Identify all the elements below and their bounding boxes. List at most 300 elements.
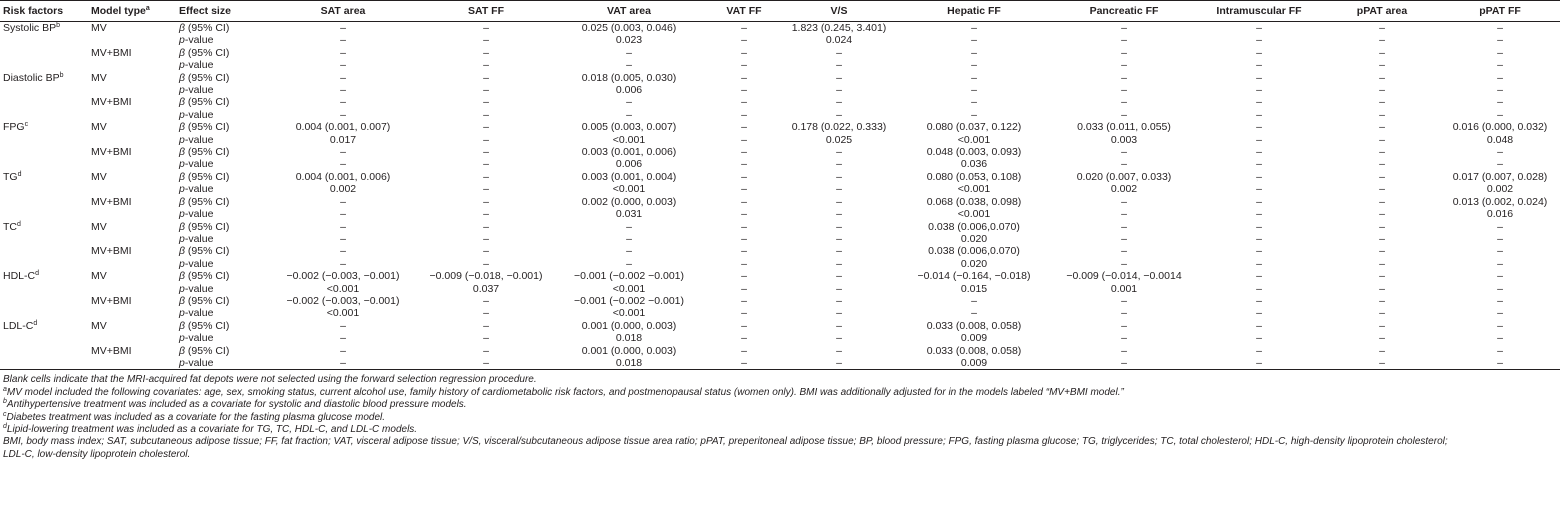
p-value-label: -value <box>184 34 214 47</box>
footnote-text: Lipid-lowering treatment was included as a covariate for TG, TC, HDL-C, and LDL-C models. <box>6 424 418 435</box>
value-cell: – <box>1121 84 1127 97</box>
value-cell: – <box>340 232 346 245</box>
value-cell: – <box>1379 208 1385 221</box>
value-cell: – <box>836 245 842 258</box>
value-cell: – <box>340 158 346 171</box>
value-cell: – <box>836 59 842 72</box>
value-cell: – <box>1379 220 1385 233</box>
value-cell: – <box>483 71 489 84</box>
risk-factor-cell <box>0 283 88 295</box>
value-cell: 0.020 <box>960 257 988 270</box>
risk-factor-cell <box>0 183 88 195</box>
value-cell: – <box>1497 220 1503 233</box>
value-cell: – <box>836 146 842 159</box>
model-type-label: MV <box>91 170 107 183</box>
p-value-label: -value <box>184 332 214 345</box>
risk-factor-cell <box>0 295 88 307</box>
table-row-pvalue <box>0 258 1560 270</box>
value-cell: – <box>1379 307 1385 320</box>
value-cell: 0.036 <box>960 158 988 171</box>
value-cell: 0.178 (0.022, 0.333) <box>791 121 887 134</box>
value-cell: – <box>1256 170 1262 183</box>
value-cell: 1.823 (0.245, 3.401) <box>791 22 887 34</box>
value-cell: 0.020 <box>960 232 988 245</box>
value-cell: – <box>836 294 842 307</box>
value-cell: −0.002 (−0.003, −0.001) <box>286 294 400 307</box>
p-italic: p <box>179 282 185 295</box>
beta-ci-label: (95% CI) <box>185 170 230 183</box>
risk-factor-cell <box>0 357 88 370</box>
effect-size-cell <box>176 134 268 146</box>
value-cell: – <box>340 34 346 47</box>
value-cell: 0.006 <box>615 158 643 171</box>
value-cell: 0.018 (0.005, 0.030) <box>581 71 677 84</box>
risk-factor-cell <box>0 158 88 170</box>
value-cell: – <box>1121 208 1127 221</box>
footnote-text: Antihypertensive treatment was included as a covariate for systolic and diastolic blood pressure models. <box>6 399 467 411</box>
beta-ci-label: (95% CI) <box>185 220 230 233</box>
beta-symbol: β <box>179 319 185 332</box>
value-cell: – <box>483 170 489 183</box>
value-cell: – <box>741 158 747 171</box>
value-cell: – <box>971 84 977 97</box>
model-type-label: MV+BMI <box>91 146 132 159</box>
p-value-label: -value <box>184 307 214 320</box>
value-cell: 0.033 (0.008, 0.058) <box>926 344 1022 357</box>
value-cell: – <box>836 319 842 332</box>
value-cell: – <box>1121 46 1127 59</box>
footnote-text: BMI, body mass index; SAT, subcutaneous adipose tissue; FF, fat fraction; VAT, visceral adipose tissue; V/S, visceral/subcutaneous adipose tissue area ratio; pPAT, preperitoneal adipose tissue; BP, blood pressure; FPG, fasting plasma glucose; TG, triglycerides; TC, total cholesterol; HDL-C, high-density lipoprotein cholesterol; LDL-C, low-density lipoprotein cholesterol. <box>3 436 1448 460</box>
effect-size-cell <box>176 109 268 121</box>
model-type-cell <box>88 345 176 357</box>
beta-symbol: β <box>179 220 185 233</box>
risk-factor-cell <box>0 258 88 270</box>
value-cell: – <box>483 183 489 196</box>
effect-size-cell <box>176 72 268 84</box>
model-type-cell <box>88 307 176 319</box>
model-type-cell <box>88 59 176 71</box>
beta-symbol: β <box>179 195 185 208</box>
value-cell: – <box>483 208 489 221</box>
beta-symbol: β <box>179 46 185 59</box>
p-italic: p <box>179 108 185 121</box>
value-cell: 0.038 (0.006,0.070) <box>928 245 1020 258</box>
p-italic: p <box>179 332 185 345</box>
value-cell: – <box>1497 71 1503 84</box>
effect-size-cell <box>176 270 268 282</box>
risk-factor-cell <box>0 332 88 344</box>
value-cell: – <box>340 46 346 59</box>
beta-ci-label: (95% CI) <box>185 245 230 258</box>
table-row-beta <box>0 221 1560 233</box>
p-italic: p <box>179 34 185 47</box>
value-cell: – <box>268 357 418 370</box>
value-cell: – <box>741 220 747 233</box>
value-cell: – <box>1121 195 1127 208</box>
value-cell: – <box>483 108 489 121</box>
effect-size-cell <box>176 96 268 108</box>
value-cell: – <box>340 245 346 258</box>
risk-factor-cell <box>0 208 88 220</box>
model-type-label: MV+BMI <box>91 46 132 59</box>
value-cell: – <box>741 195 747 208</box>
model-type-label: MV+BMI <box>91 344 132 357</box>
model-type-cell <box>88 283 176 295</box>
value-cell: 0.006 <box>615 84 643 97</box>
value-cell: – <box>971 96 977 109</box>
effect-size-cell <box>176 146 268 158</box>
value-cell: – <box>483 332 489 345</box>
value-cell: – <box>1497 245 1503 258</box>
table-row-pvalue <box>0 183 1560 195</box>
value-cell: – <box>340 332 346 345</box>
value-cell: – <box>1256 232 1262 245</box>
value-cell: – <box>836 257 842 270</box>
value-cell: – <box>483 121 489 134</box>
risk-factor-cell <box>0 34 88 46</box>
effect-size-cell <box>176 283 268 295</box>
value-cell: – <box>741 307 747 320</box>
risk-factor-footnote-mark: d <box>17 220 21 228</box>
value-cell: – <box>741 344 747 357</box>
value-cell: – <box>483 257 489 270</box>
value-cell: 0.003 (0.001, 0.004) <box>581 170 677 183</box>
footnote-line <box>3 387 1457 399</box>
value-cell: – <box>1497 332 1503 345</box>
risk-factor-cell <box>0 245 88 257</box>
beta-ci-label: (95% CI) <box>185 46 230 59</box>
p-italic: p <box>179 158 185 171</box>
value-cell: – <box>1379 158 1385 171</box>
p-italic: p <box>179 307 185 320</box>
value-cell: – <box>1379 195 1385 208</box>
value-cell: – <box>626 257 632 270</box>
risk-factor-cell <box>0 84 88 96</box>
value-cell: – <box>836 71 842 84</box>
risk-factor-cell <box>0 233 88 245</box>
effect-size-cell <box>176 183 268 195</box>
footnote-line <box>3 374 1457 386</box>
value-cell: – <box>483 34 489 47</box>
value-cell: – <box>1379 46 1385 59</box>
table-row-beta <box>0 345 1560 357</box>
risk-factor-cell <box>0 171 88 183</box>
value-cell: – <box>483 294 489 307</box>
footnote-mark: a <box>3 385 7 393</box>
value-cell: 0.080 (0.037, 0.122) <box>926 121 1022 134</box>
value-cell: 0.003 <box>1110 133 1138 146</box>
effect-size-cell <box>176 345 268 357</box>
p-italic: p <box>179 208 185 221</box>
value-cell: – <box>1256 59 1262 72</box>
table-row-pvalue <box>0 84 1560 96</box>
value-cell: 0.004 (0.001, 0.006) <box>295 170 391 183</box>
value-cell: – <box>741 22 747 34</box>
model-type-cell <box>88 134 176 146</box>
value-cell: – <box>836 46 842 59</box>
value-cell: – <box>1256 108 1262 121</box>
value-cell: – <box>1121 146 1127 159</box>
value-cell: – <box>1497 59 1503 72</box>
value-cell: – <box>1379 34 1385 47</box>
beta-ci-label: (95% CI) <box>185 146 230 159</box>
value-cell: <0.001 <box>957 183 991 196</box>
value-cell: – <box>1379 257 1385 270</box>
value-cell: – <box>483 307 489 320</box>
value-cell: – <box>340 59 346 72</box>
value-cell: – <box>1121 332 1127 345</box>
value-cell: 0.025 <box>825 133 853 146</box>
value-cell: – <box>1497 257 1503 270</box>
value-cell: – <box>340 319 346 332</box>
model-type-label: MV <box>91 220 107 233</box>
model-type-cell <box>88 320 176 332</box>
value-cell: – <box>483 146 489 159</box>
table-row-beta <box>0 270 1560 282</box>
value-cell: – <box>483 84 489 97</box>
value-cell: – <box>1256 344 1262 357</box>
table-row-pvalue <box>0 233 1560 245</box>
effect-size-cell <box>176 357 268 370</box>
effect-size-cell <box>176 121 268 133</box>
value-cell: – <box>1121 307 1127 320</box>
value-cell: – <box>836 220 842 233</box>
value-cell: – <box>626 108 632 121</box>
footnote-mark: d <box>3 423 7 430</box>
effect-size-cell <box>176 221 268 233</box>
value-cell: −0.014 (−0.164, −0.018) <box>917 270 1031 283</box>
value-cell: – <box>1497 344 1503 357</box>
value-cell: 0.025 (0.003, 0.046) <box>581 22 677 34</box>
table-row-beta <box>0 96 1560 108</box>
value-cell: – <box>1379 59 1385 72</box>
value-cell: – <box>1497 319 1503 332</box>
table-row-beta <box>0 121 1560 133</box>
table-row-beta <box>0 72 1560 84</box>
value-cell: – <box>741 294 747 307</box>
value-cell: – <box>483 245 489 258</box>
beta-ci-label: (95% CI) <box>185 121 230 134</box>
value-cell: – <box>1194 357 1324 370</box>
risk-factor-cell <box>0 96 88 108</box>
value-cell: 0.002 <box>1486 183 1514 196</box>
value-cell: – <box>971 71 977 84</box>
value-cell: – <box>1121 344 1127 357</box>
model-type-cell <box>88 47 176 59</box>
value-cell: – <box>836 195 842 208</box>
beta-ci-label: (95% CI) <box>185 195 230 208</box>
value-cell: – <box>1497 158 1503 171</box>
value-cell: – <box>971 46 977 59</box>
value-cell: – <box>1256 208 1262 221</box>
value-cell: 0.001 (0.000, 0.003) <box>581 319 677 332</box>
value-cell: – <box>483 195 489 208</box>
value-cell: – <box>340 220 346 233</box>
value-cell: 0.013 (0.002, 0.024) <box>1452 195 1548 208</box>
table-row-beta <box>0 295 1560 307</box>
value-cell: 0.048 <box>1486 133 1514 146</box>
value-cell: 0.018 <box>615 332 643 345</box>
value-cell: – <box>1256 96 1262 109</box>
value-cell: – <box>1497 46 1503 59</box>
p-value-label: -value <box>184 232 214 245</box>
value-cell: – <box>1256 282 1262 295</box>
beta-ci-label: (95% CI) <box>185 71 230 84</box>
p-value-label: -value <box>184 282 214 295</box>
value-cell: – <box>626 59 632 72</box>
value-cell: – <box>971 34 977 47</box>
value-cell: – <box>1121 59 1127 72</box>
value-cell: 0.023 <box>615 34 643 47</box>
table-row-pvalue <box>0 332 1560 344</box>
model-type-cell <box>88 357 176 370</box>
model-type-cell <box>88 34 176 46</box>
model-type-cell <box>88 146 176 158</box>
header-row <box>0 1 1560 22</box>
value-cell: – <box>741 108 747 121</box>
value-cell: – <box>340 344 346 357</box>
model-type-cell <box>88 96 176 108</box>
value-cell: – <box>1497 232 1503 245</box>
value-cell: 0.016 (0.000, 0.032) <box>1452 121 1548 134</box>
value-cell: – <box>1379 183 1385 196</box>
effect-size-cell <box>176 233 268 245</box>
value-cell: – <box>340 108 346 121</box>
model-type-cell <box>88 158 176 170</box>
table-row-pvalue <box>0 134 1560 146</box>
risk-factor-name: LDL-C <box>3 319 34 332</box>
value-cell: – <box>340 257 346 270</box>
risk-factor-name: Systolic BP <box>3 22 57 34</box>
value-cell: <0.001 <box>326 282 360 295</box>
header-depot: SAT area <box>268 1 418 22</box>
table-row-beta <box>0 146 1560 158</box>
value-cell: – <box>741 332 747 345</box>
value-cell: 0.018 <box>554 357 704 370</box>
header-depot: Hepatic FF <box>894 1 1054 22</box>
risk-factor-footnote-mark: b <box>59 71 64 79</box>
value-cell: – <box>1256 146 1262 159</box>
value-cell: – <box>483 220 489 233</box>
value-cell: – <box>741 71 747 84</box>
value-cell: – <box>1256 319 1262 332</box>
value-cell: 0.002 <box>1110 183 1138 196</box>
value-cell: – <box>483 319 489 332</box>
value-cell: – <box>836 307 842 320</box>
value-cell: – <box>836 282 842 295</box>
footnote-text: Diabetes treatment was included as a covariate for the fasting plasma glucose model. <box>6 411 386 423</box>
value-cell: – <box>741 208 747 221</box>
value-cell: – <box>1256 332 1262 345</box>
value-cell: – <box>1121 220 1127 233</box>
value-cell: – <box>1121 158 1127 171</box>
value-cell: −0.001 (−0.002 −0.001) <box>573 294 685 307</box>
value-cell: – <box>1121 71 1127 84</box>
value-cell: – <box>1379 319 1385 332</box>
value-cell: – <box>741 170 747 183</box>
effect-size-cell <box>176 208 268 220</box>
value-cell: – <box>340 208 346 221</box>
table-row-pvalue <box>0 158 1560 170</box>
value-cell: – <box>1379 121 1385 134</box>
risk-factor-cell <box>0 196 88 208</box>
value-cell: – <box>340 71 346 84</box>
value-cell: 0.033 (0.008, 0.058) <box>926 319 1022 332</box>
value-cell: – <box>1379 232 1385 245</box>
footnote-line <box>3 436 1458 461</box>
risk-factor-cell <box>0 320 88 332</box>
risk-factor-cell <box>0 47 88 59</box>
beta-ci-label: (95% CI) <box>185 22 230 34</box>
value-cell: – <box>1256 22 1262 34</box>
table-row-beta <box>0 196 1560 208</box>
value-cell: <0.001 <box>326 307 360 320</box>
value-cell: – <box>836 344 842 357</box>
value-cell: – <box>1379 170 1385 183</box>
value-cell: <0.001 <box>612 282 646 295</box>
model-type-cell <box>88 258 176 270</box>
value-cell: – <box>1256 34 1262 47</box>
header-depot: Pancreatic FF <box>1054 1 1194 22</box>
value-cell: – <box>1379 71 1385 84</box>
value-cell: – <box>340 84 346 97</box>
value-cell: – <box>1379 146 1385 159</box>
beta-symbol: β <box>179 96 185 109</box>
value-cell: 0.003 (0.001, 0.006) <box>581 146 677 159</box>
value-cell: – <box>741 319 747 332</box>
model-type-label: MV <box>91 71 107 84</box>
value-cell: – <box>836 232 842 245</box>
value-cell: – <box>1440 357 1560 370</box>
value-cell: – <box>483 96 489 109</box>
value-cell: – <box>836 270 842 283</box>
header-model-type: Model type$^a$ <box>88 1 176 22</box>
footnote-text: Blank cells indicate that the MRI-acquired fat depots were not selected using the forward selection regression procedure. <box>3 374 537 386</box>
model-type-cell <box>88 221 176 233</box>
value-cell: 0.031 <box>615 208 643 221</box>
value-cell: – <box>340 195 346 208</box>
value-cell: – <box>1379 294 1385 307</box>
header-depot: pPAT FF <box>1440 1 1560 22</box>
value-cell: – <box>340 96 346 109</box>
model-type-label: MV <box>91 319 107 332</box>
header-depot: V/S <box>784 1 894 22</box>
value-cell: – <box>1121 257 1127 270</box>
footnote-mark: c <box>3 410 7 418</box>
table-row-beta <box>0 245 1560 257</box>
footnote-line <box>3 399 1457 411</box>
value-cell: – <box>1121 34 1127 47</box>
value-cell: – <box>1497 96 1503 109</box>
effect-size-cell <box>176 84 268 96</box>
risk-factor-cell <box>0 221 88 233</box>
effect-size-cell <box>176 158 268 170</box>
value-cell: – <box>1256 307 1262 320</box>
value-cell: – <box>340 146 346 159</box>
value-cell: – <box>1256 84 1262 97</box>
value-cell: – <box>1256 294 1262 307</box>
value-cell: – <box>1379 22 1385 34</box>
header-depot: VAT FF <box>704 1 784 22</box>
value-cell: – <box>483 46 489 59</box>
header-effect-size: Effect size <box>176 1 268 22</box>
effect-size-cell <box>176 34 268 46</box>
model-type-cell <box>88 233 176 245</box>
value-cell: – <box>483 344 489 357</box>
p-value-label: -value <box>184 133 214 146</box>
value-cell: – <box>971 59 977 72</box>
model-type-label: MV <box>91 121 107 134</box>
